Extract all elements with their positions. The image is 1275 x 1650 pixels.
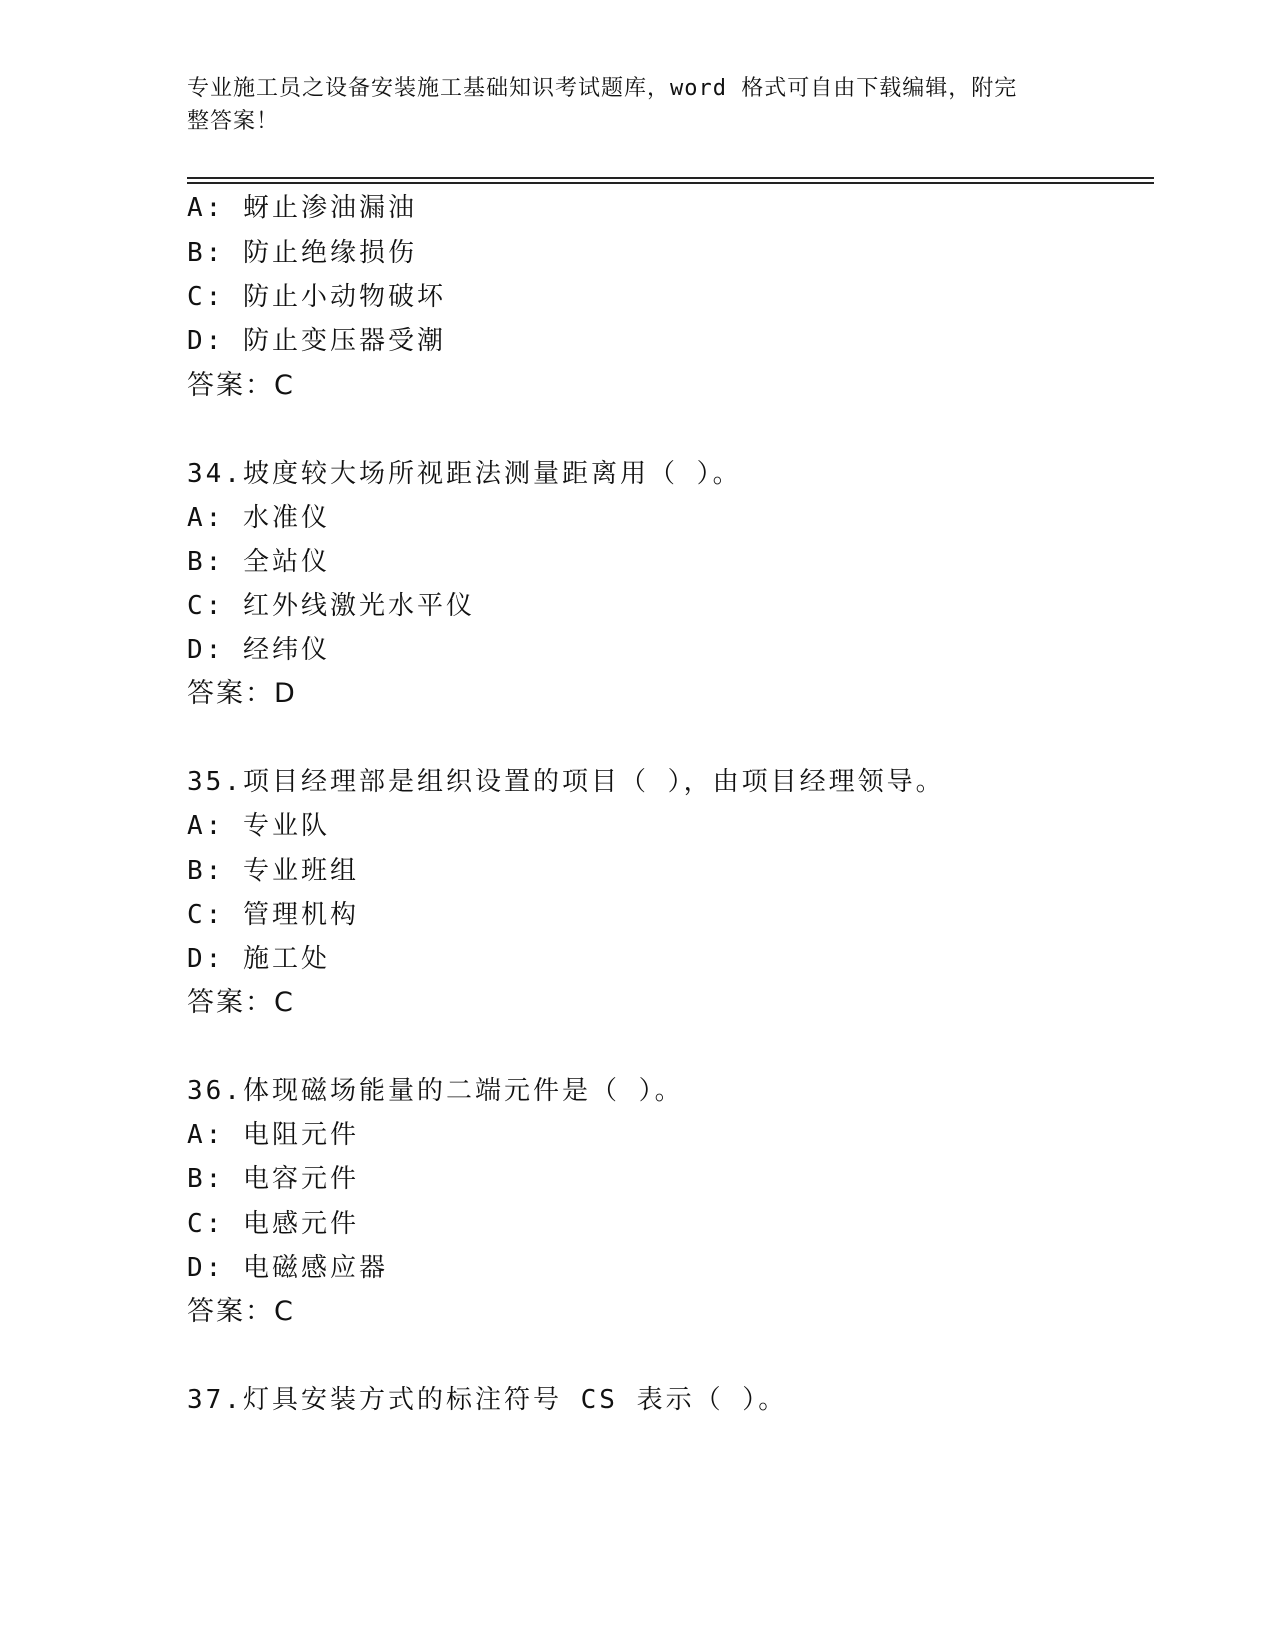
q36-question: 36.体现磁场能量的二端元件是（ ）。 [187,1076,684,1106]
q35-option-d: D: 施工处 [187,944,330,974]
q35-option-c: C: 管理机构 [187,900,359,930]
document-header [187,72,1087,138]
q34-answer: 答案：D [187,678,297,709]
q33-option-a: A: 蚜止渗油漏油 [187,193,417,223]
q37-question: 37.灯具安装方式的标注符号 CS 表示（ ）。 [187,1385,788,1415]
q36-answer: 答案：C [187,1296,295,1327]
q35-answer: 答案：C [187,987,295,1018]
q34-option-c: C: 红外线激光水平仪 [187,591,475,621]
q35-question: 35.项目经理部是组织设置的项目（ ），由项目经理领导。 [187,767,945,797]
header-title-line-1: 专业施工员之设备安装施工基础知识考试题库，word 格式可自由下载编辑，附完 [187,76,1018,101]
q34-question: 34.坡度较大场所视距法测量距离用（ ）。 [187,459,742,489]
header-divider-top [187,177,1154,179]
q33-option-d: D: 防止变压器受潮 [187,326,446,356]
q34-option-b: B: 全站仪 [187,547,330,577]
q35-option-a: A: 专业队 [187,811,330,841]
header-divider-bottom [187,182,1154,184]
q36-option-d: D: 电磁感应器 [187,1253,388,1283]
q33-answer: 答案：C [187,370,295,401]
q36-option-c: C: 电感元件 [187,1209,359,1239]
q35-option-b: B: 专业班组 [187,856,359,886]
q34-option-a: A: 水准仪 [187,503,330,533]
q33-option-c: C: 防止小动物破坏 [187,282,446,312]
q34-option-d: D: 经纬仪 [187,635,330,665]
q33-option-b: B: 防止绝缘损伤 [187,238,417,268]
q36-option-a: A: 电阻元件 [187,1120,359,1150]
header-title-line-2: 整答案！ [187,109,280,134]
q36-option-b: B: 电容元件 [187,1164,359,1194]
